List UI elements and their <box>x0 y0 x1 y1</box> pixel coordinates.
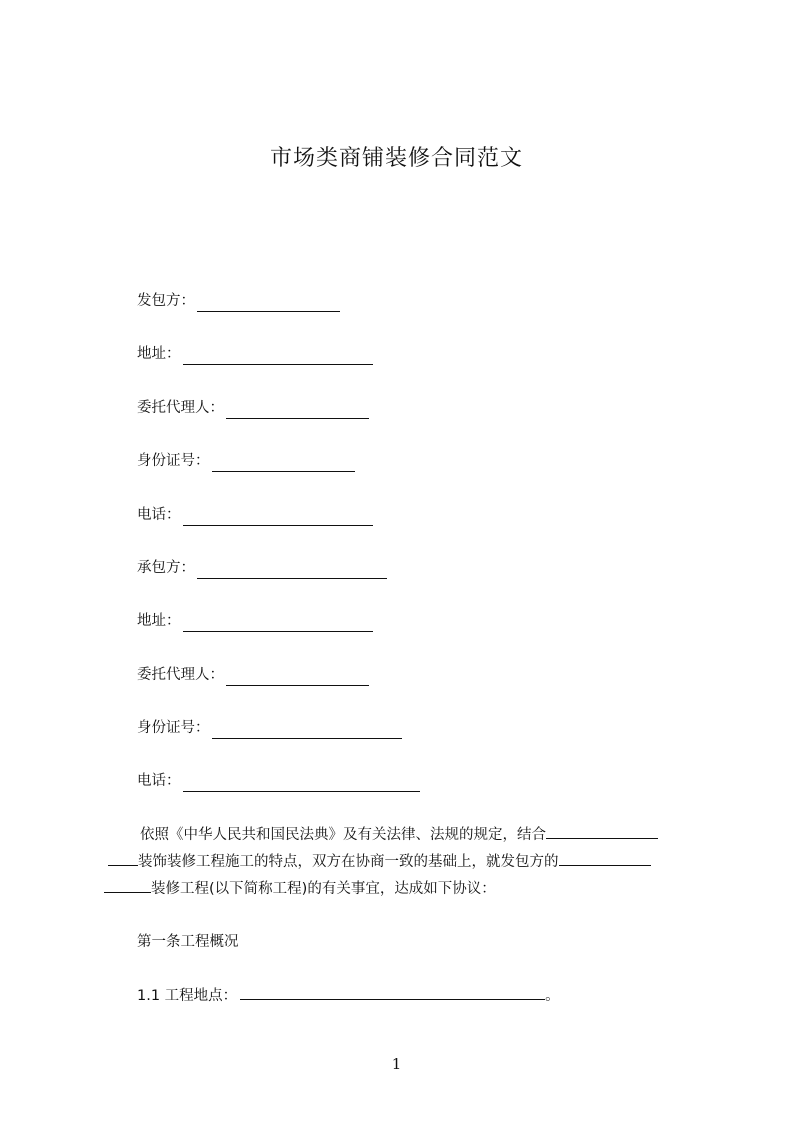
field-contractor-id <box>137 717 402 739</box>
fill-blank-line <box>197 295 340 312</box>
field-label: 委托代理人： <box>137 400 224 416</box>
section-heading: 第一条工程概况 <box>137 934 239 950</box>
field-contractor <box>137 557 387 579</box>
paragraph-text: 装修工程(以下简称工程)的有关事宜，达成如下协议： <box>151 881 496 897</box>
agreement-paragraph-line-1 <box>140 823 658 846</box>
field-label: 委托代理人： <box>137 667 224 683</box>
field-contractor-address <box>137 610 373 632</box>
paragraph-text: 依照《中华人民共和国民法典》及有关法律、法规的规定，结合 <box>140 827 546 843</box>
fill-blank-line <box>212 722 402 739</box>
field-employer <box>137 290 340 312</box>
fill-blank-line <box>183 348 373 365</box>
field-label: 地址： <box>137 613 181 629</box>
clause-1-1 <box>137 984 560 1007</box>
fill-blank-line <box>226 402 369 419</box>
field-employer-id <box>137 450 355 472</box>
paragraph-text: 装饰装修工程施工的特点，双方在协商一致的基础上，就发包方的 <box>138 854 559 870</box>
fill-blank-line <box>226 669 369 686</box>
fill-blank-line <box>546 823 658 839</box>
field-employer-address <box>137 343 373 365</box>
document-title: 市场类商铺装修合同范文 <box>269 146 523 171</box>
agreement-paragraph-line-2 <box>108 850 651 873</box>
fill-blank-line <box>183 775 420 792</box>
field-label: 电话： <box>137 773 181 789</box>
fill-blank-line <box>559 850 651 866</box>
field-label: 承包方： <box>137 560 195 576</box>
field-label: 身份证号： <box>137 453 210 469</box>
agreement-paragraph-line-3 <box>104 877 496 900</box>
field-contractor-phone <box>137 770 420 792</box>
fill-blank-line <box>108 850 138 866</box>
fill-blank-line <box>104 877 151 893</box>
fill-blank-line <box>212 455 355 472</box>
field-label: 地址： <box>137 346 181 362</box>
field-employer-agent <box>137 397 369 419</box>
clause-label: 1.1 工程地点： <box>137 988 238 1004</box>
fill-blank-line <box>240 984 545 1000</box>
field-label: 发包方： <box>137 293 195 309</box>
field-label: 电话： <box>137 507 181 523</box>
field-employer-phone <box>137 504 373 526</box>
fill-blank-line <box>183 615 373 632</box>
clause-suffix: 。 <box>545 988 560 1004</box>
fill-blank-line <box>183 509 373 526</box>
field-label: 身份证号： <box>137 720 210 736</box>
field-contractor-agent <box>137 664 369 686</box>
page-number: 1 <box>391 1055 402 1073</box>
fill-blank-line <box>197 562 387 579</box>
